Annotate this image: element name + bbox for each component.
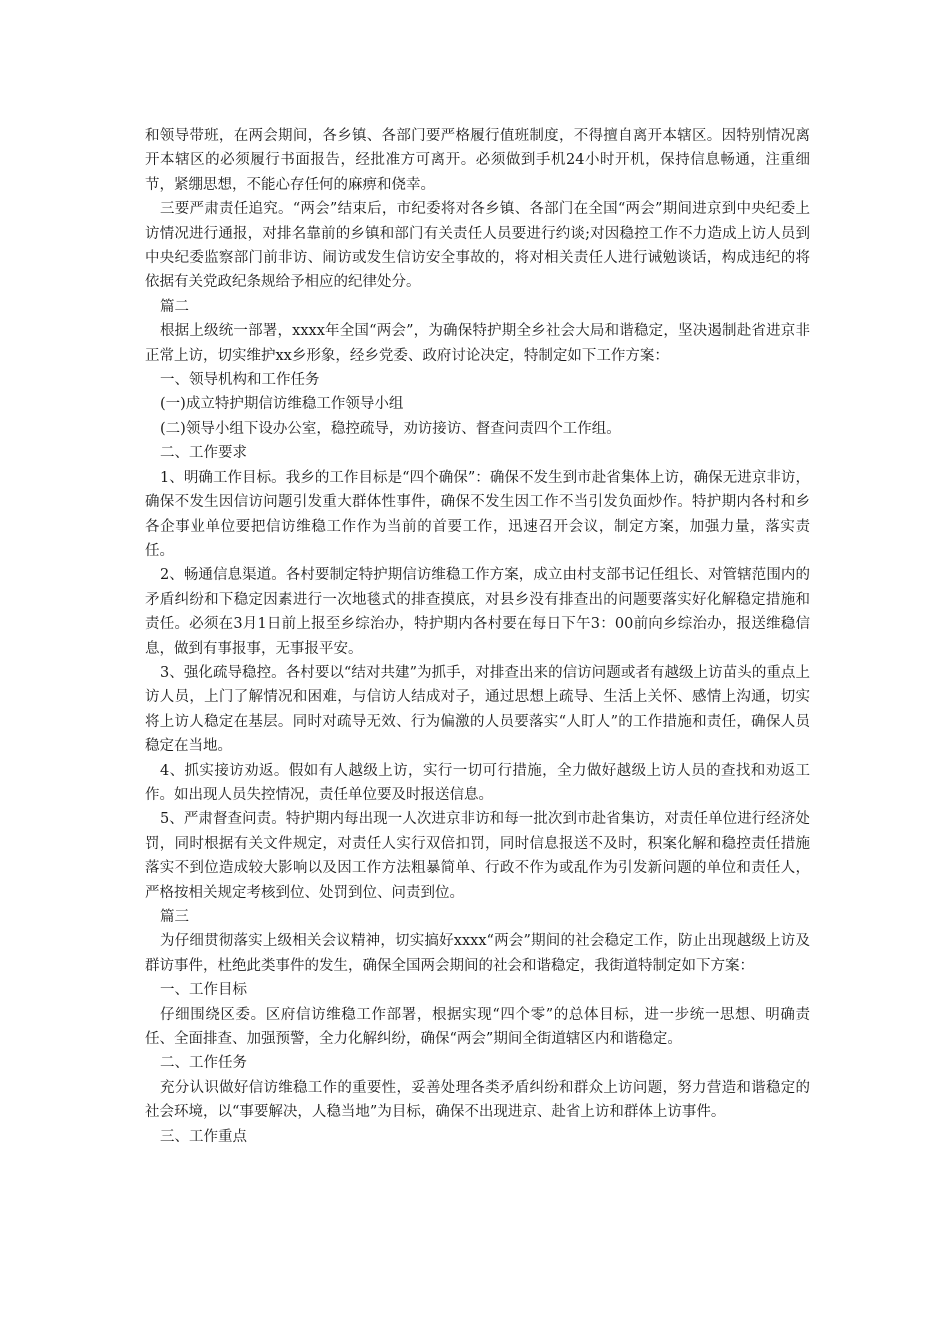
section-heading: 篇二 [160, 298, 189, 315]
section-heading: 三、工作重点 [160, 1128, 247, 1145]
section-heading: 二、工作任务 [160, 1055, 247, 1072]
paragraph: (一)成立特护期信访维稳工作领导小组 [160, 396, 404, 413]
section-heading: 二、工作要求 [160, 445, 247, 462]
paragraph: 3、强化疏导稳控。各村要以“结对共建”为抓手，对排查出来的信访问题或者有越级上访苗头的重点上访人员，上门了解情况和困难，与信访人结成对子，通过思想上疏导、生活上关怀、感情上沟通，切实将上访人稳定在基层。同时对疏导无效、行为偏激的人员要落实“人盯人”的工作措施和责任，确保人员稳定在当地。 [145, 664, 810, 755]
paragraph: 根据上级统一部署，xxxx年全国“两会”，为确保特护期全乡社会大局和谐稳定，坚决遏制赴省进京非正常上访，切实维护xx乡形象，经乡党委、政府讨论决定，特制定如下工作方案： [145, 323, 810, 364]
paragraph: 1、明确工作目标。我乡的工作目标是“四个确保”：确保不发生到市赴省集体上访，确保无进京非访，确保不发生因信访问题引发重大群体性事件，确保不发生因工作不当引发负面炒作。特护期内各村和乡各企事业单位要把信访维稳工作作为当前的首要工作，迅速召开会议，制定方案，加强力量，落实责任。 [145, 469, 810, 559]
paragraph: 三要严肃责任追究。“两会”结束后，市纪委将对各乡镇、各部门在全国“两会”期间进京到中央纪委上访情况进行通报，对排名靠前的乡镇和部门有关责任人员要进行约谈;对因稳控工作不力造成上访人员到中央纪委监察部门前非访、闹访或发生信访安全事故的，将对相关责任人进行诫勉谈话，构成违纪的将依据有关党政纪条规给予相应的纪律处分。 [145, 201, 810, 291]
paragraph: 充分认识做好信访维稳工作的重要性，妥善处理各类矛盾纠纷和群众上访问题，努力营造和谐稳定的社会环境，以“事要解决，人稳当地”为目标，确保不出现进京、赴省上访和群体上访事件。 [145, 1079, 810, 1121]
paragraph: 和领导带班，在两会期间，各乡镇、各部门要严格履行值班制度，不得擅自离开本辖区。因特别情况离开本辖区的必须履行书面报告，经批准方可离开。必须做到手机24小时开机，保持信息畅通，注重细节，紧绷思想，不能心存任何的麻痹和侥幸。 [145, 128, 810, 193]
section-heading: 一、工作目标 [160, 982, 247, 999]
section-heading: 篇三 [160, 909, 189, 925]
paragraph: 5、严肃督查问责。特护期内每出现一人次进京非访和每一批次到市赴省集访，对责任单位进行经济处罚，同时根据有关文件规定，对责任人实行双倍扣罚，同时信息报送不及时，积案化解和稳控责任措施落实不到位造成较大影响以及因工作方法粗暴简单、行政不作为或乱作为引发新问题的单位和责任人，严格按相关规定考核到位、处罚到位、问责到位。 [145, 811, 810, 901]
paragraph: 仔细围绕区委。区府信访维稳工作部署，根据实现“四个零”的总体目标，进一步统一思想、明确责任、全面排查、加强预警，全力化解纠纷，确保“两会”期间全街道辖区内和谐稳定。 [145, 1006, 810, 1048]
paragraph: (二)领导小组下设办公室，稳控疏导，劝访接访、督查问责四个工作组。 [160, 420, 621, 437]
paragraph: 为仔细贯彻落实上级相关会议精神，切实搞好xxxx“两会”期间的社会稳定工作，防止出现越级上访及群访事件，杜绝此类事件的发生，确保全国两会期间的社会和谐稳定，我街道特制定如下方案： [145, 933, 810, 974]
paragraph: 4、抓实接访劝返。假如有人越级上访，实行一切可行措施，全力做好越级上访人员的查找和劝返工作。如出现人员失控情况，责任单位要及时报送信息。 [145, 762, 810, 803]
document-body [145, 124, 810, 1149]
section-heading: 一、领导机构和工作任务 [160, 372, 320, 389]
paragraph: 2、畅通信息渠道。各村要制定特护期信访维稳工作方案，成立由村支部书记任组长、对管辖范围内的矛盾纠纷和下稳定因素进行一次地毯式的排查摸底，对县乡没有排查出的问题要落实好化解稳定措施和责任。必须在3月1日前上报至乡综治办，特护期内各村要在每日下午3：00前向乡综治办，报送维稳信息，做到有事报事，无事报平安。 [145, 567, 810, 657]
